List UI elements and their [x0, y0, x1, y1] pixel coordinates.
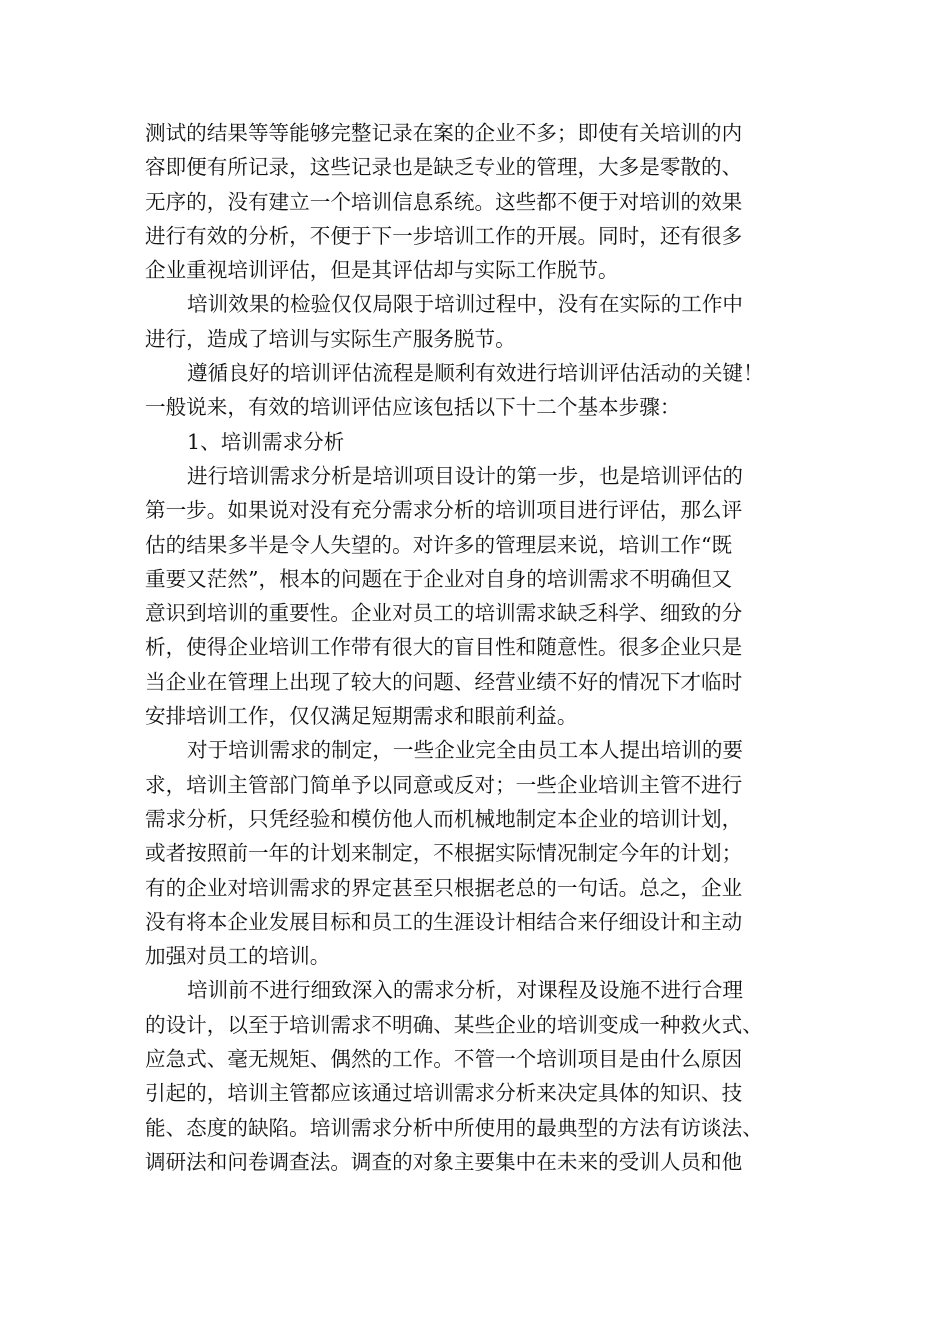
- text-line: 进行，造成了培训与实际生产服务脱节。: [145, 326, 516, 351]
- text-line: 应急式、毫无规矩、偶然的工作。不管一个培训项目是由什么原因: [145, 1047, 743, 1072]
- text-line: 对于培训需求的制定，一些企业完全由员工本人提出培训的要: [187, 738, 744, 763]
- text-line: 测试的结果等等能够完整记录在案的企业不多；即使有关培训的内: [145, 121, 743, 145]
- text-line: 重要又茫然”，根本的问题在于企业对自身的培训需求不明确但又: [145, 566, 733, 591]
- text-line: 安排培训工作，仅仅满足短期需求和眼前利益。: [145, 704, 578, 729]
- text-line: 能、态度的缺陷。培训需求分析中所使用的最典型的方法有访谈法、: [145, 1115, 763, 1140]
- text-line: 进行有效的分析，不便于下一步培训工作的开展。同时，还有很多: [145, 223, 743, 248]
- text-line: 估的结果多半是令人失望的。对许多的管理层来说，培训工作“既: [145, 532, 733, 557]
- text-line: 有的企业对培训需求的界定甚至只根据老总的一句话。总之，企业: [145, 875, 743, 900]
- text-line: 进行培训需求分析是培训项目设计的第一步，也是培训评估的: [187, 463, 744, 488]
- text-line: 调研法和问卷调查法。调查的对象主要集中在未来的受训人员和他: [145, 1149, 743, 1174]
- text-line: 引起的，培训主管都应该通过培训需求分析来决定具体的知识、技: [145, 1081, 743, 1106]
- text-line: 意识到培训的重要性。企业对员工的培训需求缺乏科学、细致的分: [145, 601, 743, 626]
- text-line: 析，使得企业培训工作带有很大的盲目性和随意性。很多企业只是: [145, 635, 743, 660]
- text-line: 容即便有所记录，这些记录也是缺乏专业的管理，大多是零散的、: [145, 155, 743, 180]
- text-line: 的设计，以至于培训需求不明确、某些企业的培训变成一种救火式、: [145, 1012, 763, 1037]
- text-line: 1、培训需求分析: [187, 429, 345, 454]
- text-line: 加强对员工的培训。: [145, 944, 331, 969]
- text-line: 无序的，没有建立一个培训信息系统。这些都不便于对培训的效果: [145, 189, 743, 214]
- text-line: 需求分析，只凭经验和模仿他人而机械地制定本企业的培训计划，: [145, 806, 743, 831]
- text-line: 企业重视培训评估，但是其评估却与实际工作脱节。: [145, 258, 619, 283]
- text-line: 一般说来，有效的培训评估应该包括以下十二个基本步骤：: [145, 395, 681, 420]
- text-line: 遵循良好的培训评估流程是顺利有效进行培训评估活动的关键！: [187, 361, 764, 386]
- text-line: 没有将本企业发展目标和员工的生涯设计相结合来仔细设计和主动: [145, 909, 743, 934]
- document-body: [145, 116, 807, 1179]
- text-line: 当企业在管理上出现了较大的问题、经营业绩不好的情况下才临时: [145, 669, 743, 694]
- text-line: 培训前不进行细致深入的需求分析，对课程及设施不进行合理: [187, 978, 744, 1003]
- text-line: 或者按照前一年的计划来制定，不根据实际情况制定今年的计划；: [145, 841, 743, 866]
- text-line: 培训效果的检验仅仅局限于培训过程中，没有在实际的工作中: [187, 292, 744, 317]
- text-line: 求，培训主管部门简单予以同意或反对；一些企业培训主管不进行: [145, 772, 743, 797]
- text-line: 第一步。如果说对没有充分需求分析的培训项目进行评估，那么评: [145, 498, 743, 523]
